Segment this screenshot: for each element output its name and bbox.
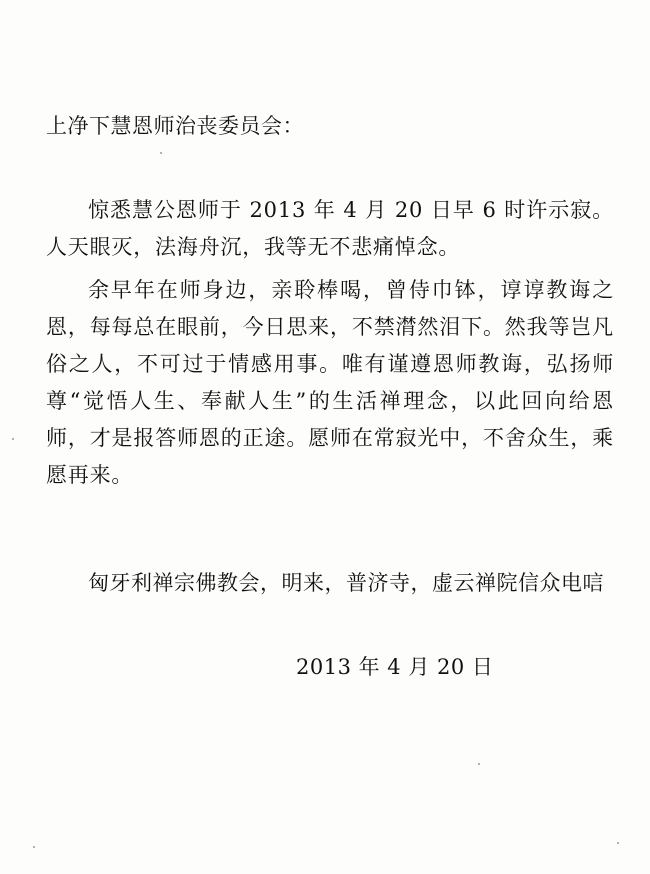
date: 2013 年 4 月 20 日 (296, 655, 494, 679)
scan-speck (617, 842, 619, 844)
paragraph-2: 余早年在师身边，亲聆棒喝，曾侍巾钵，谆谆教诲之恩，每每总在眼前，今日思来，不禁潸然泪下。然我等岂凡俗之人，不可过于情感用事。唯有谨遵恩师教诲，弘扬师尊“觉悟人生、奉献人生”的生活禅理念，以此回向给恩师，才是报答师恩的正途。愿师在常寂光中，不舍众生，乘愿再来。 (46, 278, 614, 487)
scan-speck (478, 763, 480, 765)
signature: 匈牙利禅宗佛教会，明来，普济寺，虚云禅院信众电唁 (88, 571, 604, 595)
salutation: 上净下慧恩师治丧委员会： (46, 114, 304, 138)
scan-speck (12, 438, 14, 440)
letter-body (46, 192, 614, 500)
scan-speck (160, 152, 162, 154)
paragraph-1: 惊悉慧公恩师于 2013 年 4 月 20 日早 6 时许示寂。人天眼灭，法海舟沉，我等无不悲痛悼念。 (46, 198, 614, 259)
scan-speck (33, 846, 35, 848)
